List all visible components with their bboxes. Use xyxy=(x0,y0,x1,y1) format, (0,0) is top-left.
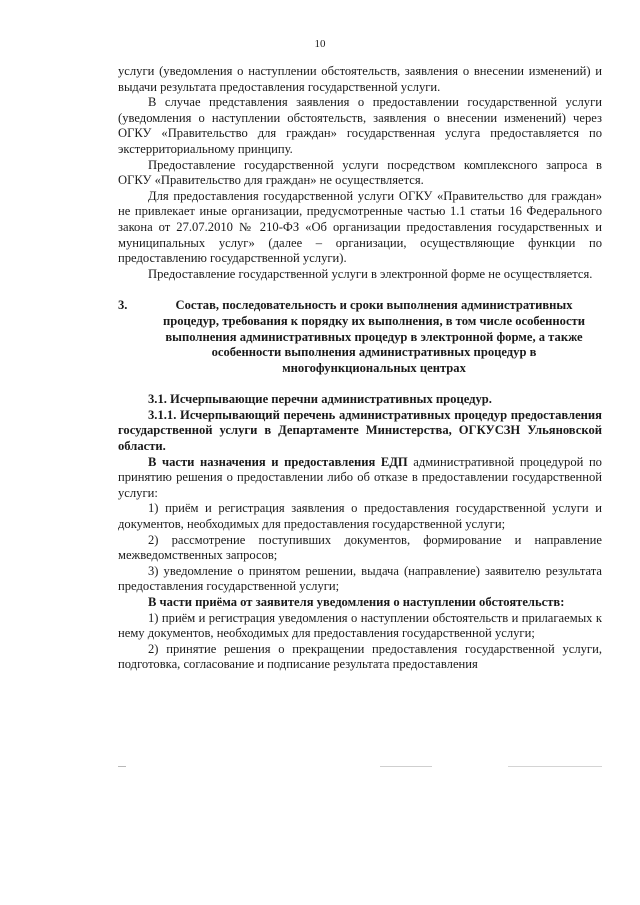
paragraph: Для предоставления государственной услуги ОГКУ «Правительство для граждан» не привлекает иные организации, предусмотренные частью 1.1 статьи 16 Федерального закона от 27.07.2010 № 210-ФЗ «Об организации предоставления государственных и муниципальных услуг» (далее – организации, осуществляющие функции по предоставлению государственной услуги). xyxy=(118,188,602,266)
page-number: 10 xyxy=(314,38,326,50)
list-item: 3) уведомление о принятом решении, выдача (направление) заявителю результата предоставления государственной услуги; xyxy=(118,563,602,594)
scan-artifact-line xyxy=(508,766,602,767)
edp-lead-bold: В части назначения и предоставления ЕДП xyxy=(148,454,408,469)
section-title: Состав, последовательность и сроки выполнения административных процедур, требования к порядку их выполнения, в том числе особенности выполнения административных процедур в электронной форме, а также особенности выполнения административных процедур в многофункциональных центрах xyxy=(162,298,585,375)
edp-lead-rest: административной процедурой по принятию решения о предоставлении либо об отказе в предоставлении государственной услуги: xyxy=(118,454,602,500)
section-number: 3. xyxy=(118,298,128,313)
subsection-heading: 3.1. Исчерпывающие перечни административных процедур. xyxy=(148,392,492,407)
notice-lead: В части приёма от заявителя уведомления о наступлении обстоятельств: xyxy=(148,595,565,609)
list-item: 2) рассмотрение поступивших документов, формирование и направление межведомственных запросов; xyxy=(118,532,602,563)
list-item: 1) приём и регистрация уведомления о наступлении обстоятельств и прилагаемых к нему документов, необходимых для предоставления государственной услуги; xyxy=(118,610,602,641)
scan-artifact-line xyxy=(118,766,126,767)
paragraph: услуги (уведомления о наступлении обстоятельств, заявления о внесении изменений) и выдачи результата предоставления государственной услуги. xyxy=(118,64,602,94)
paragraph: В случае представления заявления о предоставлении государственной услуги (уведомления о наступлении обстоятельств, заявления о внесении изменений) через ОГКУ «Правительство для граждан» государственная услуга предоставляется по экстерриториальному принципу. xyxy=(118,95,602,156)
edp-lead xyxy=(118,455,602,502)
list-item: 2) принятие решения о прекращении предоставления государственной услуги, подготовка, согласование и подписание результата предоставления xyxy=(118,641,602,672)
scan-artifact-line xyxy=(380,766,432,767)
list-item: 1) приём и регистрация заявления о предоставления государственной услуги и документов, необходимых для предоставления государственной услуги; xyxy=(118,501,602,532)
section-heading xyxy=(118,298,602,376)
paragraph: Предоставление государственной услуги в электронной форме не осуществляется. xyxy=(148,266,593,281)
document-body xyxy=(118,64,602,673)
paragraph: Предоставление государственной услуги посредством комплексного запроса в ОГКУ «Правительство для граждан» не осуществляется. xyxy=(118,157,602,188)
subsection-heading: 3.1.1. Исчерпывающий перечень административных процедур предоставления государственной услуги в Департаменте Министерства, ОГКУСЗН Ульяновской области. xyxy=(118,407,602,454)
